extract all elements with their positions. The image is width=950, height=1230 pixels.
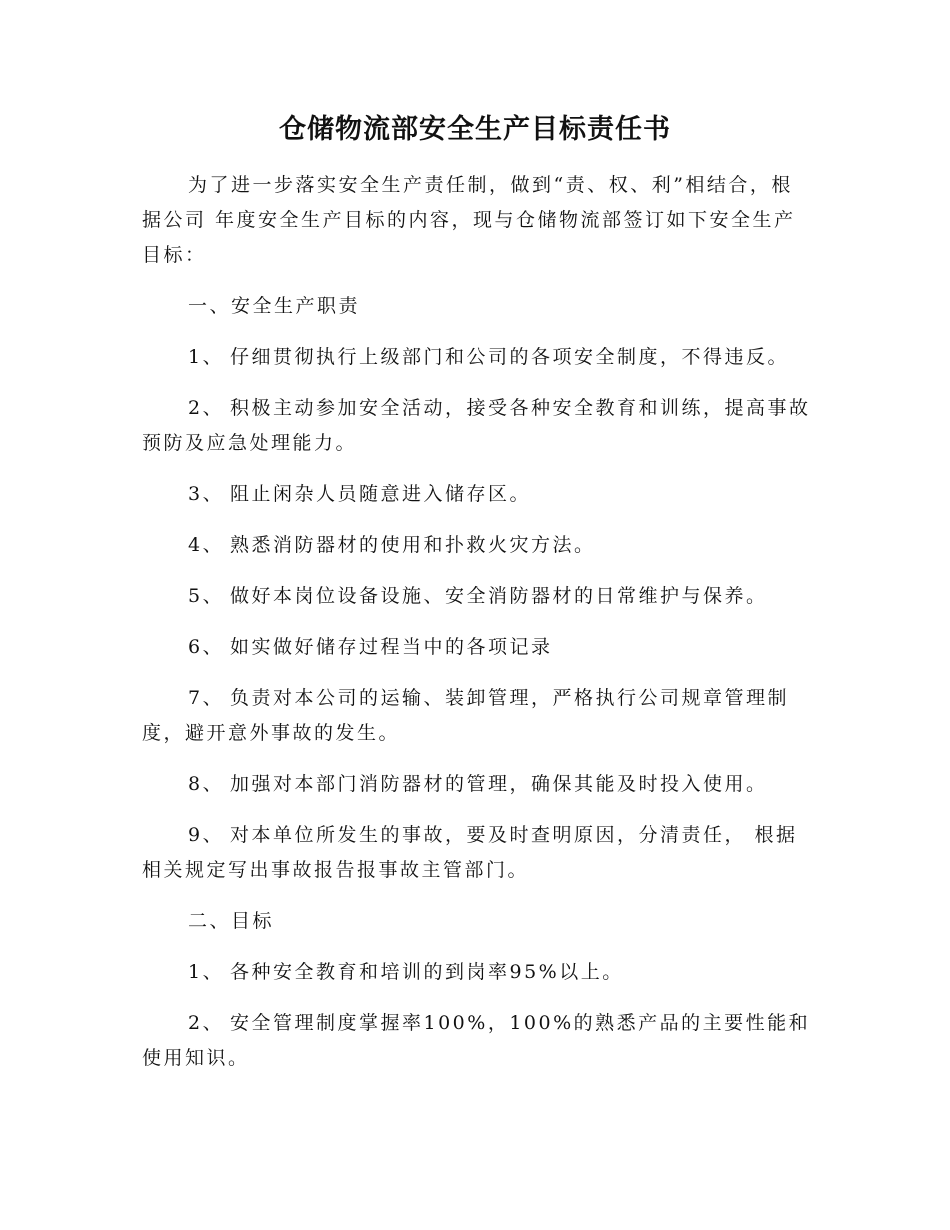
duty-item-6	[142, 630, 812, 665]
item-text: 积极主动参加安全活动，接受各种安全教育和训练，提高事故预防及应急处理能力。	[142, 397, 811, 454]
item-number: 4、	[188, 534, 225, 556]
duty-item-2	[142, 391, 812, 461]
item-number: 1、	[188, 961, 225, 983]
item-text: 对本单位所发生的事故，要及时查明原因，分清责任， 根据相关规定写出事故报告报事故主管部门。	[142, 824, 798, 881]
item-number: 7、	[188, 687, 225, 709]
item-text: 仔细贯彻执行上级部门和公司的各项安全制度，不得违反。	[230, 346, 790, 368]
target-item-1	[142, 955, 812, 990]
item-text: 如实做好储存过程当中的各项记录	[230, 636, 553, 658]
item-text: 安全管理制度掌握率100%，100%的熟悉产品的主要性能和使用知识。	[142, 1012, 811, 1069]
duty-item-9	[142, 818, 812, 888]
item-number: 6、	[188, 636, 225, 658]
item-number: 5、	[188, 585, 225, 607]
item-text: 各种安全教育和培训的到岗率95%以上。	[230, 961, 624, 983]
item-number: 1、	[188, 346, 225, 368]
duty-item-1	[142, 340, 812, 375]
target-item-2	[142, 1006, 812, 1076]
section-heading-duties: 一、安全生产职责	[188, 295, 361, 317]
duty-item-5	[142, 579, 812, 614]
duty-item-3	[142, 477, 812, 512]
item-text: 熟悉消防器材的使用和扑救火灾方法。	[230, 534, 596, 556]
item-text: 阻止闲杂人员随意进入储存区。	[230, 483, 532, 505]
item-number: 2、	[188, 1012, 225, 1034]
item-text: 加强对本部门消防器材的管理，确保其能及时投入使用。	[230, 773, 768, 795]
page-title: 仓储物流部安全生产目标责任书	[279, 114, 671, 145]
duty-item-4	[142, 528, 812, 563]
duty-item-7	[142, 681, 812, 751]
document-body	[142, 168, 812, 1092]
item-number: 9、	[188, 824, 225, 846]
duty-item-8	[142, 767, 812, 802]
intro-paragraph: 为了进一步落实安全生产责任制，做到“责、权、利”相结合，根据公司 年度安全生产目标的内容，现与仓储物流部签订如下安全生产目标：	[142, 174, 796, 266]
item-text: 负责对本公司的运输、装卸管理，严格执行公司规章管理制度，避开意外事故的发生。	[142, 687, 790, 744]
item-text: 做好本岗位设备设施、安全消防器材的日常维护与保养。	[230, 585, 768, 607]
section-heading-targets: 二、目标	[188, 910, 275, 932]
item-number: 3、	[188, 483, 225, 505]
item-number: 2、	[188, 397, 225, 419]
item-number: 8、	[188, 773, 225, 795]
